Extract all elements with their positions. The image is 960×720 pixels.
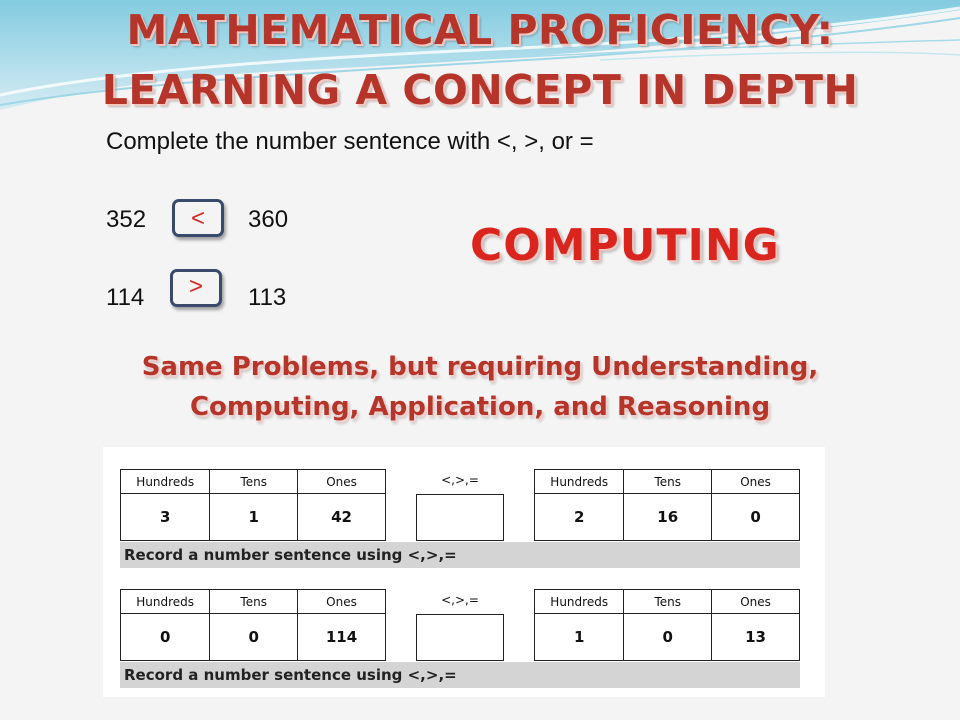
subtitle-line2: Computing, Application, and Reasoning <box>189 392 771 422</box>
ones-value: 114 <box>298 614 386 661</box>
record-sentence-bar[interactable]: Record a number sentence using <,>,= <box>120 662 800 688</box>
tens-value: 0 <box>624 614 712 661</box>
header-ones: Ones <box>712 470 800 494</box>
problem1-left-table <box>120 469 386 541</box>
compare-answer-box[interactable] <box>416 494 504 541</box>
problem1-right-table <box>534 469 800 541</box>
hundreds-value: 0 <box>121 614 210 661</box>
compare-answer-box[interactable] <box>416 614 504 661</box>
compare-header: <,>,= <box>441 473 479 487</box>
header-ones: Ones <box>298 590 386 614</box>
place-value-worksheet <box>103 447 825 697</box>
hundreds-value: 3 <box>121 494 210 541</box>
slide-title-line1: MATHEMATICAL PROFICIENCY: <box>126 6 834 54</box>
header-hundreds: Hundreds <box>121 470 210 494</box>
computing-label: COMPUTING <box>470 220 780 271</box>
tens-value: 1 <box>210 494 298 541</box>
ones-value: 0 <box>712 494 800 541</box>
tens-value: 0 <box>210 614 298 661</box>
compare-header: <,>,= <box>441 593 479 607</box>
header-hundreds: Hundreds <box>535 470 624 494</box>
header-tens: Tens <box>624 470 712 494</box>
hundreds-value: 2 <box>535 494 624 541</box>
header-tens: Tens <box>624 590 712 614</box>
problem2-left-table <box>120 589 386 661</box>
ones-value: 13 <box>712 614 800 661</box>
sentence2-left-number: 114 <box>106 284 145 311</box>
header-tens: Tens <box>210 590 298 614</box>
sentence1-left-number: 352 <box>106 206 147 233</box>
header-hundreds: Hundreds <box>535 590 624 614</box>
tens-value: 16 <box>624 494 712 541</box>
subtitle-line1: Same Problems, but requiring Understanding, <box>141 352 819 382</box>
sentence1-right-number: 360 <box>248 206 289 233</box>
header-tens: Tens <box>210 470 298 494</box>
header-ones: Ones <box>298 470 386 494</box>
sentence2-sign-box: > <box>170 269 222 307</box>
sentence1-sign-box: < <box>172 199 224 237</box>
header-hundreds: Hundreds <box>121 590 210 614</box>
hundreds-value: 1 <box>535 614 624 661</box>
header-ones: Ones <box>712 590 800 614</box>
problem2-right-table <box>534 589 800 661</box>
record-sentence-bar[interactable]: Record a number sentence using <,>,= <box>120 542 800 568</box>
sentence2-right-number: 113 <box>248 284 287 311</box>
slide-title-line2: LEARNING A CONCEPT IN DEPTH <box>101 66 859 114</box>
ones-value: 42 <box>298 494 386 541</box>
instruction-text: Complete the number sentence with <, >, or = <box>106 128 594 155</box>
